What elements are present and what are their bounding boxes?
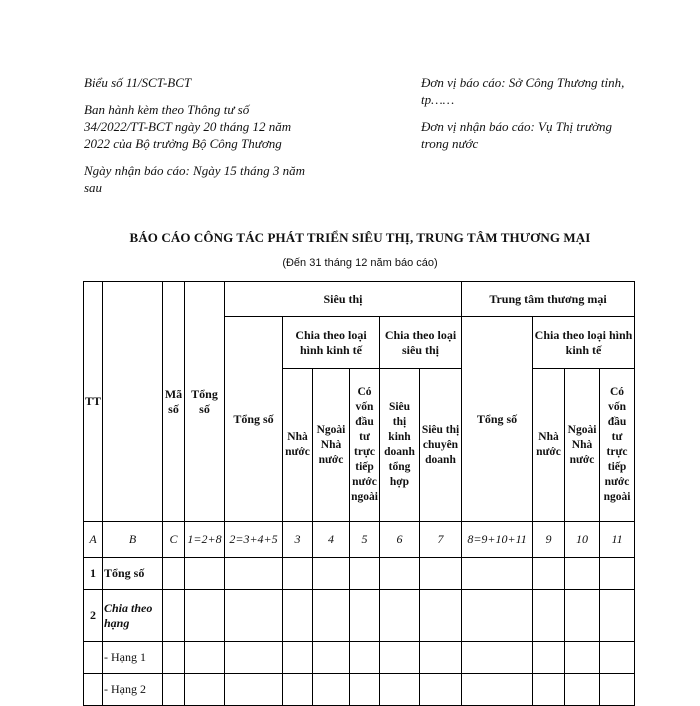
header-name-blank [103, 282, 163, 522]
empty-cell [185, 674, 225, 706]
empty-cell [420, 674, 462, 706]
index-cell: 11 [600, 522, 635, 558]
empty-cell [420, 590, 462, 642]
empty-cell [533, 558, 565, 590]
index-cell: C [163, 522, 185, 558]
header-row-1 [84, 282, 635, 317]
index-cell: 3 [283, 522, 313, 558]
header-st-chia-loai-hinh: Chia theo loại hình kinh tế [283, 317, 380, 369]
empty-cell [420, 642, 462, 674]
row-tt: 2 [84, 590, 103, 642]
index-cell: 9 [533, 522, 565, 558]
empty-cell [350, 674, 380, 706]
empty-cell [225, 558, 283, 590]
empty-cell [533, 674, 565, 706]
empty-cell [462, 558, 533, 590]
receive-date-text: Ngày nhận báo cáo: Ngày 15 tháng 3 năm sau [84, 163, 305, 195]
header-st-tong-hop: Siêu thị kinh doanh tổng hợp [380, 369, 420, 522]
header-ttm-von-ngoai: Có vốn đầu tư trực tiếp nước ngoài [600, 369, 635, 522]
empty-cell [185, 590, 225, 642]
left-header-block [84, 74, 306, 206]
table-row [84, 558, 635, 590]
row-tt [84, 674, 103, 706]
empty-cell [565, 642, 600, 674]
empty-cell [163, 590, 185, 642]
empty-cell [380, 590, 420, 642]
report-table [83, 281, 635, 706]
empty-cell [283, 590, 313, 642]
empty-cell [600, 558, 635, 590]
header-st-chia-loai-st: Chia theo loại siêu thị [380, 317, 462, 369]
empty-cell [225, 642, 283, 674]
right-header-block [421, 74, 641, 162]
form-number: Biểu số 11/SCT-BCT [84, 75, 192, 90]
empty-cell [283, 674, 313, 706]
index-cell: 8=9+10+11 [462, 522, 533, 558]
header-sieu-thi: Siêu thị [225, 282, 462, 317]
header-ma-so: Mã số [163, 282, 185, 522]
header-trung-tam-thuong-mai: Trung tâm thương mại [462, 282, 635, 317]
row-label: - Hạng 1 [103, 642, 163, 674]
empty-cell [600, 590, 635, 642]
header-tt: TT [84, 282, 103, 522]
empty-cell [225, 674, 283, 706]
empty-cell [380, 558, 420, 590]
empty-cell [313, 590, 350, 642]
empty-cell [313, 558, 350, 590]
row-label: Tổng số [103, 558, 163, 590]
index-cell: 2=3+4+5 [225, 522, 283, 558]
empty-cell [565, 558, 600, 590]
index-cell: 7 [420, 522, 462, 558]
empty-cell [350, 642, 380, 674]
row-tt [84, 642, 103, 674]
empty-cell [163, 642, 185, 674]
empty-cell [380, 674, 420, 706]
empty-cell [533, 590, 565, 642]
index-cell: B [103, 522, 163, 558]
empty-cell [462, 590, 533, 642]
empty-cell [565, 590, 600, 642]
empty-cell [350, 558, 380, 590]
header-ngoai-nha-nuoc: Ngoài Nhà nước [313, 369, 350, 522]
empty-cell [283, 558, 313, 590]
index-row [84, 522, 635, 558]
row-label: - Hạng 2 [103, 674, 163, 706]
table-row [84, 674, 635, 706]
empty-cell [462, 642, 533, 674]
index-cell: 4 [313, 522, 350, 558]
receiving-unit-text: Đơn vị nhận báo cáo: Vụ Thị trường trong nước [421, 119, 613, 151]
index-cell: 6 [380, 522, 420, 558]
empty-cell [462, 674, 533, 706]
index-cell: 1=2+8 [185, 522, 225, 558]
index-cell: 10 [565, 522, 600, 558]
empty-cell [163, 674, 185, 706]
empty-cell [565, 674, 600, 706]
empty-cell [313, 642, 350, 674]
header-ttm-nha-nuoc: Nhà nước [533, 369, 565, 522]
empty-cell [185, 642, 225, 674]
header-ttm-tong-so: Tổng số [462, 317, 533, 522]
header-ttm-chia-loai-hinh: Chia theo loại hình kinh tế [533, 317, 635, 369]
header-st-chuyen-doanh: Siêu thị chuyên doanh [420, 369, 462, 522]
table-row [84, 590, 635, 642]
empty-cell [600, 642, 635, 674]
empty-cell [163, 558, 185, 590]
empty-cell [600, 674, 635, 706]
empty-cell [420, 558, 462, 590]
empty-cell [283, 642, 313, 674]
report-title: BÁO CÁO CÔNG TÁC PHÁT TRIỂN SIÊU THỊ, TRUNG TÂM THƯƠNG MẠI [129, 230, 591, 245]
header-von-ngoai: Có vốn đầu tư trực tiếp nước ngoài [350, 369, 380, 522]
row-tt: 1 [84, 558, 103, 590]
empty-cell [225, 590, 283, 642]
header-ttm-ngoai-nha-nuoc: Ngoài Nhà nước [565, 369, 600, 522]
header-nha-nuoc: Nhà nước [283, 369, 313, 522]
table-row [84, 642, 635, 674]
index-cell: 5 [350, 522, 380, 558]
reporting-unit-text: Đơn vị báo cáo: Sở Công Thương tỉnh, tp…… [421, 75, 625, 107]
empty-cell [533, 642, 565, 674]
header-st-tong-so: Tổng số [225, 317, 283, 522]
empty-cell [313, 674, 350, 706]
empty-cell [185, 558, 225, 590]
issued-with-text: Ban hành kèm theo Thông tư số 34/2022/TT-BCT ngày 20 tháng 12 năm 2022 của Bộ trưởng Bộ Công Thương [84, 102, 292, 151]
header-tong-so: Tổng số [185, 282, 225, 522]
empty-cell [380, 642, 420, 674]
index-cell: A [84, 522, 103, 558]
report-subtitle: (Đến 31 tháng 12 năm báo cáo) [282, 257, 438, 269]
empty-cell [350, 590, 380, 642]
row-label: Chia theo hạng [103, 590, 163, 642]
